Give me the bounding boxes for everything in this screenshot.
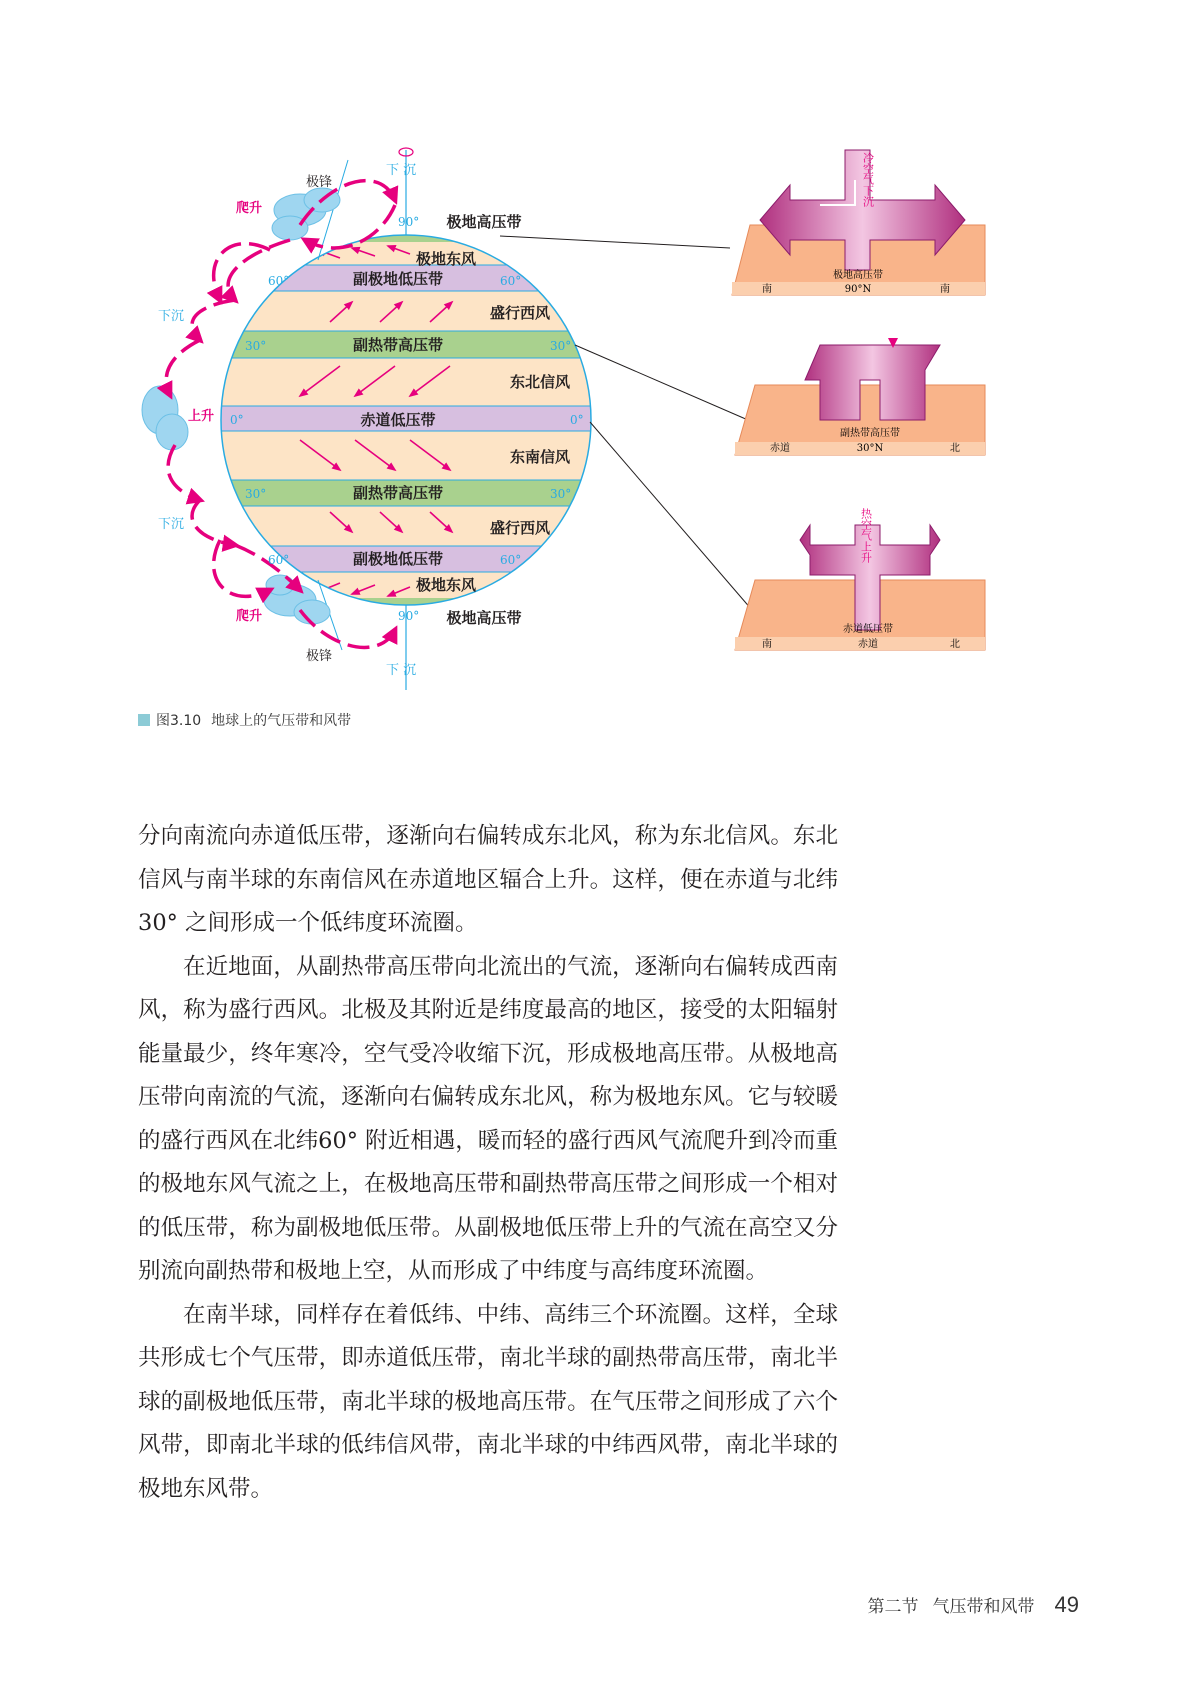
degree-label: 30° [550,487,572,501]
degree-label: 60° [500,553,522,567]
belt-label: 极地东风 [415,250,477,268]
north-pole-high-label: 极地高压带 [446,213,522,231]
panel-left: 南 [762,284,772,295]
belt-label: 副热带高压带 [352,336,444,354]
panel-right: 北 [950,443,960,454]
polar-front-label: 极锋 [306,649,333,664]
degree-label: 60° [500,274,522,288]
polar-front-label: 极锋 [306,175,333,190]
body-text [138,815,838,1511]
degree-label: 0° [230,413,244,427]
globe [210,230,610,630]
belt-label: 副极地低压带 [352,550,444,568]
degree-label: 60° [268,553,290,567]
degree-label: 30° [245,487,267,501]
belt-label: 副热带高压带 [352,484,444,502]
climb-label: 爬升 [236,201,263,216]
figure-caption [138,710,351,730]
paragraph: 在近地面，从副热带高压带向北流出的气流，逐渐向右偏转成西南风，称为盛行西风。北极及其附近是纬度最高的地区，接受的太阳辐射能量最少，终年寒冷，空气受冷收缩下沉，形成极地高压带。从极地高压带向南流的气流，逐渐向右偏转成东北风，称为极地东风。它与较暖的盛行西风在北纬60° 附近相遇，暖而轻的盛行西风气流爬升到冷而重的极地东风气流之上，在极地高压带和副热带高压带之间形成一个相对的低压带，称为副极地低压带。从副极地低压带上升的气流在高空又分别流向副热带和极地上空，从而形成了中纬度与高纬度环流圈。 [138,953,838,1284]
degree-label: 30° [245,339,267,353]
panel-right: 北 [950,639,960,650]
paragraph: 在南半球，同样存在着低纬、中纬、高纬三个环流圈。这样，全球共形成七个气压带，即赤道低压带，南北半球的副热带高压带，南北半球的副极地低压带，南北半球的极地高压带。在气压带之间形成了六个风带，即南北半球的低纬信风带，南北半球的中纬西风带，南北半球的极地东风带。 [138,1301,838,1502]
panel-left: 南 [762,639,772,650]
panel-center: 90°N [844,284,872,295]
panel-belt: 极地高压带 [833,270,883,281]
caption-marker-icon [138,714,150,726]
panel-left: 赤道 [770,443,790,454]
footer-section: 第二节 [867,1597,919,1617]
panel-right: 南 [940,284,950,295]
rise-label: 上升 [188,409,215,424]
panel-vertical-text: 冷空气下沉 [861,152,875,207]
paragraph: 分向南流向赤道低压带，逐渐向右偏转成东北风，称为东北信风。东北信风与南半球的东南信风在赤道地区辐合上升。这样，便在赤道与北纬30° 之间形成一个低纬度环流圈。 [138,823,838,936]
panel-polar-high [732,150,985,295]
pressure-wind-belt-figure [0,0,1191,700]
climb-label: 爬升 [236,609,263,624]
footer-title: 气压带和风带 [932,1597,1035,1617]
degree-label: 0° [570,413,584,427]
sink-label: 下沉 [158,517,185,532]
page-footer [868,1592,1079,1618]
sink-label: 下沉 [158,309,185,324]
panel-vertical-text: 热空气上升 [859,508,873,563]
panel-belt: 副热带高压带 [840,428,900,439]
belt-label: 极地东风 [415,576,477,594]
panel-center: 30°N [856,443,884,454]
panel-subtropical-high [735,338,985,455]
page-number: 49 [1054,1592,1079,1617]
figure-title: 地球上的气压带和风带 [211,713,352,729]
sink-label: 下 沉 [386,163,417,178]
panel-belt: 赤道低压带 [843,624,893,635]
panel-equatorial-low [735,507,985,650]
belt-label: 盛行西风 [489,519,551,537]
panel-center: 赤道 [858,639,878,650]
belt-label: 东南信风 [509,448,571,466]
degree-label: 30° [550,339,572,353]
belt-label: 东北信风 [509,373,571,391]
degree-label: 60° [268,274,290,288]
belt-label: 副极地低压带 [352,270,444,288]
belt-label: 盛行西风 [489,304,551,322]
degree-label: 90° [398,609,420,623]
belt-label: 赤道低压带 [360,411,436,429]
south-pole-high-label: 极地高压带 [446,609,522,627]
sink-label: 下 沉 [386,663,417,678]
figure-number: 图3.10 [156,713,202,729]
degree-label: 90° [398,215,420,229]
